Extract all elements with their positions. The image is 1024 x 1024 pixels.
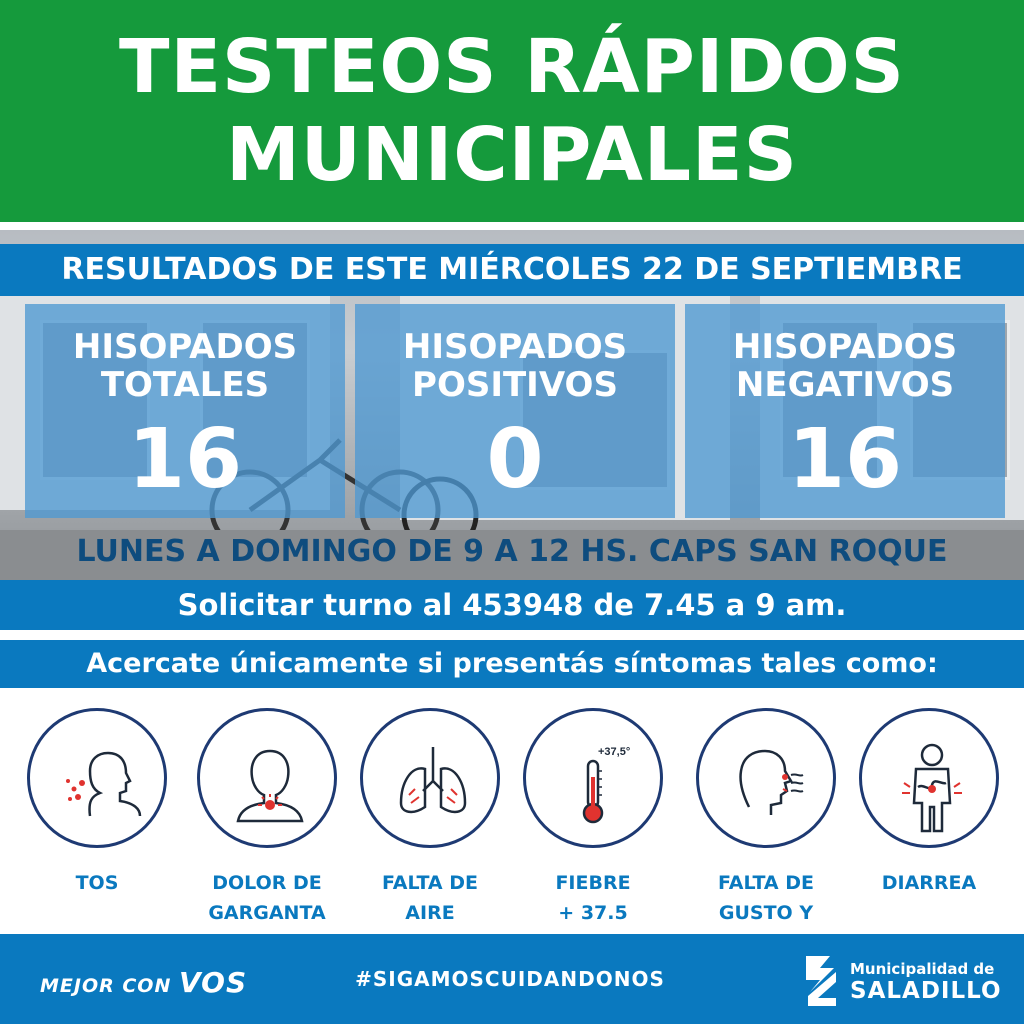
title-line-1: TESTEOS RÁPIDOS: [119, 24, 905, 110]
card-positive-swabs: [355, 304, 675, 518]
symptom-label-shortness-of-breath: FALTA DE AIRE: [381, 872, 479, 924]
slogan: MEJOR CON VOS: [40, 966, 248, 999]
card-value: 0: [486, 412, 544, 507]
sore-throat-icon: [197, 708, 337, 848]
lungs-icon: [360, 708, 500, 848]
org-name-line2: SALADILLO: [850, 978, 1002, 1004]
card-label: NEGATIVOS: [735, 365, 955, 405]
results-date-banner: RESULTADOS DE ESTE MIÉRCOLES 22 DE SEPTIEMBRE: [0, 244, 1024, 296]
thermometer-icon: [523, 708, 663, 848]
cough-icon: [27, 708, 167, 848]
header-banner: [0, 0, 1024, 222]
symptom-label-fever: FIEBRE + 37.5: [555, 872, 631, 924]
divider: [0, 222, 1024, 230]
title-line-2: MUNICIPALES: [226, 112, 798, 198]
card-total-swabs: [25, 304, 345, 518]
card-negative-swabs: [685, 304, 1005, 518]
symptom-label-diarrhea: DIARREA: [881, 872, 977, 894]
card-value: 16: [127, 412, 243, 507]
hashtag: #SIGAMOSCUIDANDONOS: [355, 967, 665, 991]
card-value: 16: [787, 412, 903, 507]
symptom-label-sore-throat: DOLOR DE GARGANTA: [208, 872, 326, 924]
municipality-logo-icon: [800, 952, 842, 1010]
symptoms-intro-banner: Acercate únicamente si presentás síntomas tales como:: [0, 640, 1024, 688]
card-label: HISOPADOS: [402, 327, 628, 367]
org-name-line1: Municipalidad de: [850, 960, 995, 978]
symptom-label-cough: TOS: [75, 872, 119, 894]
card-label: TOTALES: [100, 365, 270, 405]
symptom-label-taste-smell: FALTA DE GUSTO Y: [717, 872, 815, 924]
stomach-pain-icon: [859, 708, 999, 848]
card-label: POSITIVOS: [412, 365, 618, 405]
thermometer-reading: +37,5°: [598, 746, 631, 758]
card-label: HISOPADOS: [732, 327, 958, 367]
card-label: HISOPADOS: [72, 327, 298, 367]
appointment-banner: Solicitar turno al 453948 de 7.45 a 9 am.: [0, 580, 1024, 630]
smell-icon: [696, 708, 836, 848]
footer: [0, 934, 1024, 1024]
schedule-text: LUNES A DOMINGO DE 9 A 12 HS. CAPS SAN ROQUE: [76, 534, 948, 569]
